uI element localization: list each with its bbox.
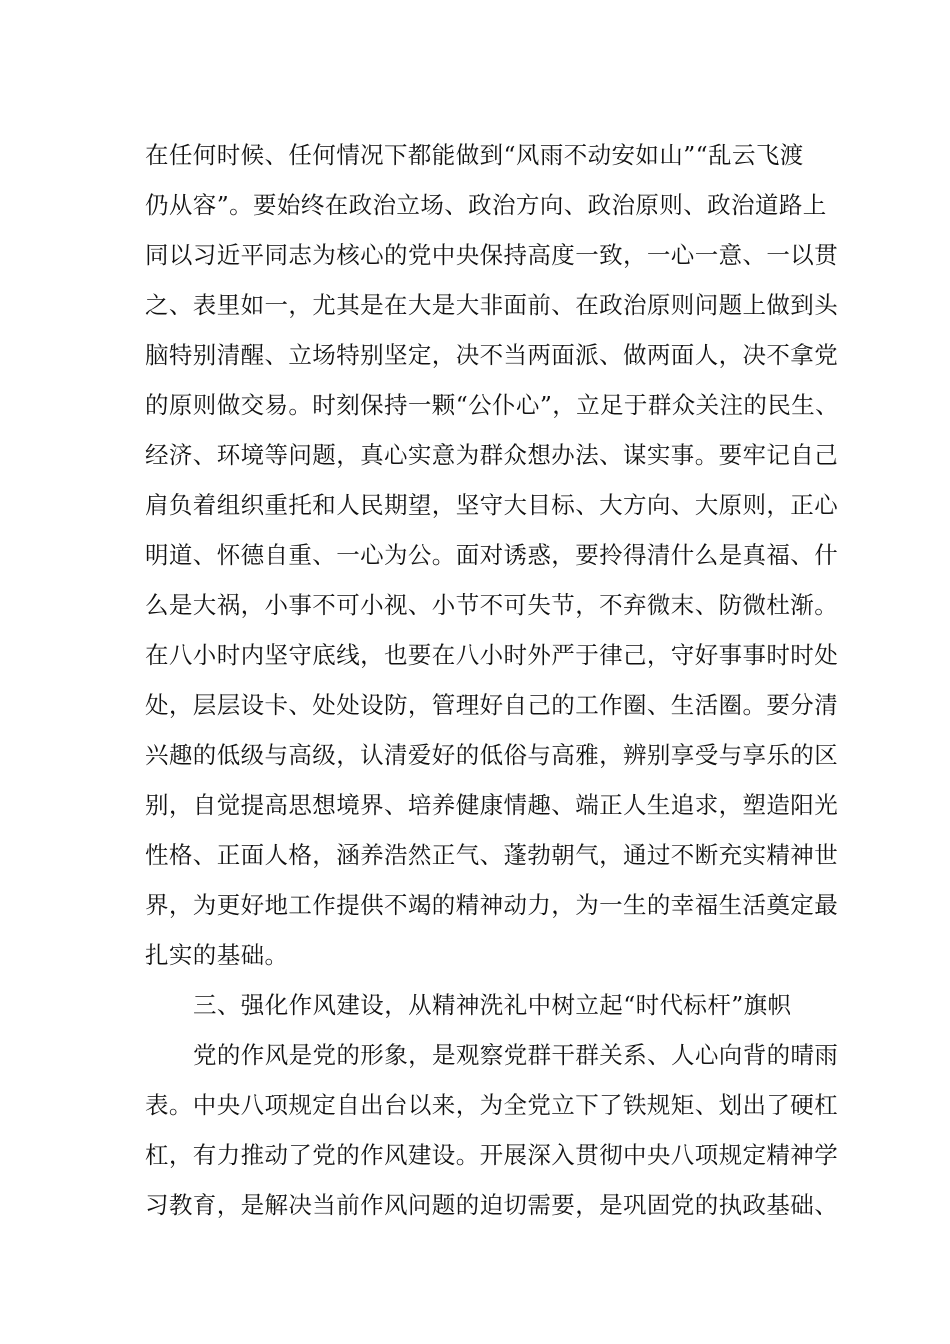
text-line-4: 之、表里如一，尤其是在大是大非面前、在政治原则问题上做到头 xyxy=(145,291,839,319)
text-line-10: 么是大祸，小事不可小视、小节不可失节，不弃微末、防微杜渐。 xyxy=(145,591,839,619)
text-line-15: 性格、正面人格，涵养浩然正气、蓬勃朝气，通过不断充实精神世 xyxy=(145,841,839,869)
text-line-6: 的原则做交易。时刻保持一颗“公仆心”，立足于群众关注的民生、 xyxy=(145,391,840,419)
text-line-7: 经济、环境等问题，真心实意为群众想办法、谋实事。要牢记自己 xyxy=(145,441,839,469)
text-line-9: 明道、怀德自重、一心为公。面对诱惑，要拎得清什么是真福、什 xyxy=(145,541,839,569)
text-line-5: 脑特别清醒、立场特别坚定，决不当两面派、做两面人，决不拿党 xyxy=(145,341,839,369)
paragraph-line-3: 杠，有力推动了党的作风建设。开展深入贯彻中央八项规定精神学 xyxy=(145,1141,839,1169)
text-line-12: 处，层层设卡、处处设防，管理好自己的工作圈、生活圈。要分清 xyxy=(145,691,839,719)
paragraph-line-4: 习教育，是解决当前作风问题的迫切需要，是巩固党的执政基础、 xyxy=(145,1191,839,1219)
text-line-2: 仍从容”。要始终在政治立场、政治方向、政治原则、政治道路上 xyxy=(145,191,827,219)
paragraph-line-1: 党的作风是党的形象，是观察党群干群关系、人心向背的晴雨 xyxy=(193,1041,839,1069)
text-line-17: 扎实的基础。 xyxy=(145,941,289,969)
text-line-16: 界，为更好地工作提供不竭的精神动力，为一生的幸福生活奠定最 xyxy=(145,891,839,919)
text-line-13: 兴趣的低级与高级，认清爱好的低俗与高雅，辨别享受与享乐的区 xyxy=(145,741,839,769)
paragraph-line-2: 表。中央八项规定自出台以来，为全党立下了铁规矩、划出了硬杠 xyxy=(145,1091,839,1119)
text-line-3: 同以习近平同志为核心的党中央保持高度一致，一心一意、一以贯 xyxy=(145,241,839,269)
text-line-11: 在八小时内坚守底线，也要在八小时外严于律己，守好事事时时处 xyxy=(145,641,839,669)
text-line-8: 肩负着组织重托和人民期望，坚守大目标、大方向、大原则，正心 xyxy=(145,491,839,519)
text-line-1: 在任何时候、任何情况下都能做到“风雨不动安如山”“乱云飞渡 xyxy=(145,141,804,169)
text-line-14: 别，自觉提高思想境界、培养健康情趣、端正人生追求，塑造阳光 xyxy=(145,791,839,819)
section-heading: 三、强化作风建设，从精神洗礼中树立起“时代标杆”旗帜 xyxy=(193,991,792,1019)
